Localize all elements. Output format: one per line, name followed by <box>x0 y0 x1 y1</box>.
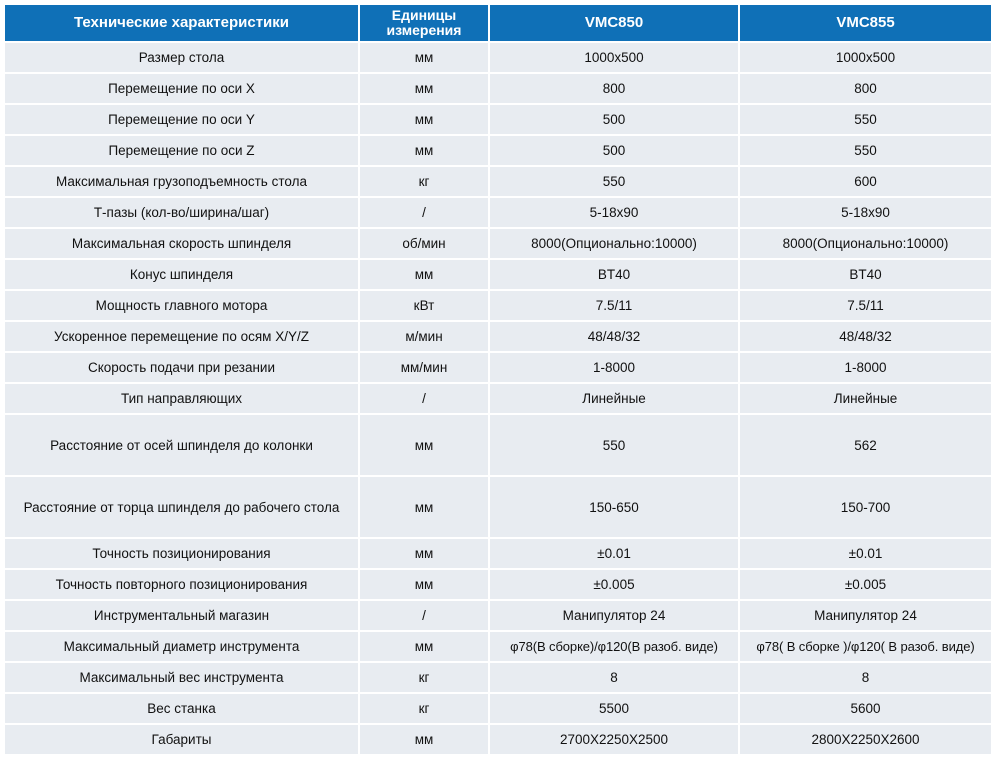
row-unit: мм <box>360 136 490 167</box>
row-value-vmc855: 1000x500 <box>740 43 991 74</box>
row-label: Ускоренное перемещение по осям X/Y/Z <box>5 322 360 353</box>
table-row <box>5 663 991 694</box>
row-value-vmc850: 500 <box>490 105 740 136</box>
row-value-vmc855: 800 <box>740 74 991 105</box>
spec-table <box>5 5 991 756</box>
row-unit: / <box>360 601 490 632</box>
row-value-vmc850: 48/48/32 <box>490 322 740 353</box>
row-value-vmc850: 5500 <box>490 694 740 725</box>
row-value-vmc855: 48/48/32 <box>740 322 991 353</box>
table-row <box>5 198 991 229</box>
header-units: Единицы измерения <box>360 5 490 43</box>
row-label: Скорость подачи при резании <box>5 353 360 384</box>
row-label: Расстояние от торца шпинделя до рабочего стола <box>5 477 360 539</box>
table-row <box>5 384 991 415</box>
row-value-vmc850: 550 <box>490 167 740 198</box>
row-value-vmc855: ±0.01 <box>740 539 991 570</box>
row-value-vmc850: Линейные <box>490 384 740 415</box>
row-label: Точность позиционирования <box>5 539 360 570</box>
table-row <box>5 105 991 136</box>
table-row <box>5 601 991 632</box>
row-label: Размер стола <box>5 43 360 74</box>
row-value-vmc855: φ78( В сборке )/φ120( В разоб. виде) <box>740 632 991 663</box>
row-value-vmc855: 562 <box>740 415 991 477</box>
row-value-vmc855: ±0.005 <box>740 570 991 601</box>
row-unit: мм <box>360 477 490 539</box>
table-row <box>5 570 991 601</box>
row-unit: мм <box>360 415 490 477</box>
table-row <box>5 74 991 105</box>
row-unit: мм/мин <box>360 353 490 384</box>
row-label: Инструментальный магазин <box>5 601 360 632</box>
row-unit: / <box>360 384 490 415</box>
row-value-vmc855: 600 <box>740 167 991 198</box>
row-label: Мощность главного мотора <box>5 291 360 322</box>
row-value-vmc850: 1000x500 <box>490 43 740 74</box>
row-label: Максимальный вес инструмента <box>5 663 360 694</box>
row-value-vmc850: 8000(Опционально:10000) <box>490 229 740 260</box>
row-unit: мм <box>360 539 490 570</box>
row-value-vmc850: 7.5/11 <box>490 291 740 322</box>
row-value-vmc850: 8 <box>490 663 740 694</box>
row-label: Перемещение по оси Y <box>5 105 360 136</box>
row-label: Максимальная скорость шпинделя <box>5 229 360 260</box>
table-row <box>5 632 991 663</box>
table-row <box>5 291 991 322</box>
row-value-vmc855: 550 <box>740 136 991 167</box>
row-value-vmc855: 1-8000 <box>740 353 991 384</box>
table-row <box>5 260 991 291</box>
row-unit: мм <box>360 725 490 756</box>
row-unit: кг <box>360 663 490 694</box>
row-label: Максимальная грузоподъемность стола <box>5 167 360 198</box>
row-value-vmc850: 800 <box>490 74 740 105</box>
row-value-vmc850: 1-8000 <box>490 353 740 384</box>
row-value-vmc850: 2700X2250X2500 <box>490 725 740 756</box>
row-unit: кВт <box>360 291 490 322</box>
row-label: Перемещение по оси Z <box>5 136 360 167</box>
row-label: Тип направляющих <box>5 384 360 415</box>
row-label: Т-пазы (кол-во/ширина/шаг) <box>5 198 360 229</box>
row-unit: мм <box>360 260 490 291</box>
row-value-vmc850: 500 <box>490 136 740 167</box>
row-unit: мм <box>360 74 490 105</box>
header-vmc850: VMC850 <box>490 5 740 43</box>
table-row <box>5 415 991 477</box>
row-value-vmc855: 150-700 <box>740 477 991 539</box>
row-value-vmc855: 8 <box>740 663 991 694</box>
row-unit: мм <box>360 43 490 74</box>
row-unit: / <box>360 198 490 229</box>
row-value-vmc855: Манипулятор 24 <box>740 601 991 632</box>
row-value-vmc855: Линейные <box>740 384 991 415</box>
row-unit: м/мин <box>360 322 490 353</box>
row-value-vmc855: 8000(Опционально:10000) <box>740 229 991 260</box>
table-row <box>5 353 991 384</box>
header-vmc855: VMC855 <box>740 5 991 43</box>
row-unit: кг <box>360 167 490 198</box>
row-value-vmc855: 550 <box>740 105 991 136</box>
table-header-row <box>5 5 991 43</box>
table-row <box>5 43 991 74</box>
row-label: Габариты <box>5 725 360 756</box>
table-row <box>5 539 991 570</box>
row-label: Точность повторного позиционирования <box>5 570 360 601</box>
row-unit: мм <box>360 632 490 663</box>
row-unit: мм <box>360 105 490 136</box>
row-label: Перемещение по оси X <box>5 74 360 105</box>
table-row <box>5 477 991 539</box>
table-row <box>5 136 991 167</box>
row-value-vmc850: ±0.01 <box>490 539 740 570</box>
row-unit: об/мин <box>360 229 490 260</box>
row-label: Максимальный диаметр инструмента <box>5 632 360 663</box>
row-value-vmc850: ±0.005 <box>490 570 740 601</box>
row-value-vmc850: φ78(В сборке)/φ120(В разоб. виде) <box>490 632 740 663</box>
row-value-vmc855: BT40 <box>740 260 991 291</box>
table-row <box>5 694 991 725</box>
table-row <box>5 167 991 198</box>
row-value-vmc855: 5600 <box>740 694 991 725</box>
row-value-vmc850: 550 <box>490 415 740 477</box>
row-label: Вес станка <box>5 694 360 725</box>
row-value-vmc855: 5-18x90 <box>740 198 991 229</box>
row-label: Конус шпинделя <box>5 260 360 291</box>
table-row <box>5 229 991 260</box>
row-value-vmc850: 5-18x90 <box>490 198 740 229</box>
row-label: Расстояние от осей шпинделя до колонки <box>5 415 360 477</box>
row-value-vmc850: BT40 <box>490 260 740 291</box>
table-row <box>5 725 991 756</box>
header-characteristic: Технические характеристики <box>5 5 360 43</box>
table-row <box>5 322 991 353</box>
row-value-vmc855: 7.5/11 <box>740 291 991 322</box>
row-value-vmc850: Манипулятор 24 <box>490 601 740 632</box>
row-value-vmc855: 2800X2250X2600 <box>740 725 991 756</box>
row-unit: мм <box>360 570 490 601</box>
row-value-vmc850: 150-650 <box>490 477 740 539</box>
row-unit: кг <box>360 694 490 725</box>
